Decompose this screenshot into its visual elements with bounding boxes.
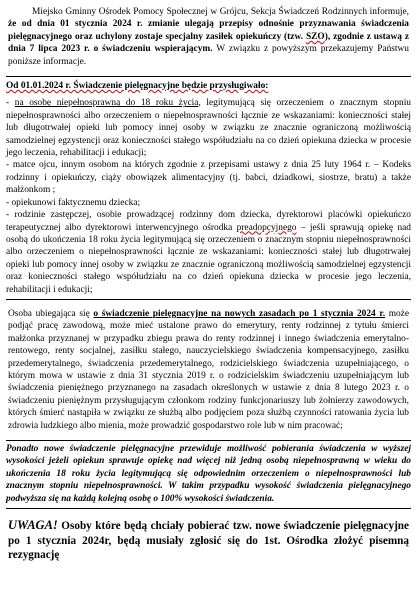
higher-amount-box [6, 440, 411, 509]
higher-amount-text-1: Ponadto nowe świadczenie pielęgnacyjne przewiduje możliwość pobierania świadczenia w wyższej wysokości jeżeli opiekun sprawuje opiekę nad więcej niż jedną osobą niepełnosprawną w wieku do ukończenia 18 roku życia legitymującą się odpowiednim orzeczeniem o niepełnosprawności lub znacznym stopniu niepełnosprawności. [6, 444, 411, 492]
bullet-4-text-1: - rodzinie zastępczej, osobie prowadzącej rodzinny dom dziecka, dyrektorowi placówki opiekuńczo terapeutycznej albo dyrektorowi interwencyjnego ośrodka [6, 210, 411, 233]
bullet-1 [6, 97, 411, 159]
intro-text-szo: SZO [305, 31, 325, 42]
intro-paragraph [8, 6, 409, 68]
bullet-1-text: , legitymującą się orzeczeniem o znacznym stopniu niepełnosprawności albo orzeczeniem o niepełnosprawności łącznie ze wskazaniami: konieczności stałej lub długotrwałej opieki lub pomocy innej osoby w związku ze znacznie ograniczoną możliwością samodzielnej egzystencji oraz konieczności stałego współudziału na co dzień opiekuna dziecka w procesie jego leczenia, rehabilitacji i edukacji; [6, 98, 411, 159]
rules-text-2: może podjąć pracę zawodową, może mieć ustalone prawo do emerytury, renty rodzinnej z tytułu śmierci małżonka przyznanej w przypadku zbiegu prawa do renty rodzinnej i innego świadczenia emerytalno-rentowego, renty socjalnej, zasiłku stałego, nauczycielskiego świadczenia kompensacyjnego, zasiłku przedemerytalnego, świadczenia przedemerytalnego, rodzicielskiego świadczenia uzupełniającego, o którym mowa w ustawie z dnia 31 stycznia 2019 r. o rodzicielskim świadczeniu uzupełniającym lub świadczenia pieniężnego przyznanego na zasadach określonych w ustawie z dnia 8 lutego 2023 r. o świadczeniu pieniężnym przysługującym członkom rodziny funkcjonariuszy lub żołnierzy zawodowych, których śmierć nastąpiła w związku ze służbą albo podjęciem poza służbą czynności ratowania życia lub zdrowia ludzkiego albo mienia, może prowadzić gospodarstwo role lub w nim pracować; [8, 308, 409, 431]
uwaga-text: Osoby które będą chciały pobierać tzw. nowe świadczenie pielęgnacyjne po 1 stycznia 2024r, będą musiały zgłosić się do 1st. Ośrodka złożyć pisemną rezygnację [8, 520, 409, 562]
higher-amount-paragraph [6, 443, 411, 505]
rules-text-1: Osoba ubiegająca się [8, 308, 94, 319]
rules-paragraph [8, 308, 409, 432]
section-title-text: Od 01.01.2024 r. Świadczenie pielęgnacyjne będzie przysługiwało: [6, 81, 269, 92]
higher-amount-text-2: W takim przypadku wysokość świadczenia pielęgnacyjnego podwyższa się na każdą kolejną osobę o 100% wysokości świadczenia. [6, 481, 411, 504]
uwaga-label: UWAGA! [8, 518, 58, 533]
bullet-4-text-2: – jeśli sprawują opiekę nad osobą do ukończenia 18 roku życia legitymującą się orzeczeniem o znacznym stopniu niepełnosprawności albo orzeczeniem o niepełnosprawności łącznie ze wskazaniami: konieczności stałej lub długotrwałej opieki lub pomocy innej osoby w związku ze znacznie ograniczoną możliwością samodzielnej egzystencji oraz konieczności stałego współudziału na co dzień opiekuna dziecka w procesie jego leczenia, rehabilitacji i edukacji; [6, 222, 411, 295]
intro-text-bold-2: ), zgodnie z ustawą z dnia 7 lipca 2023 r. o świadczeniu wspierającym. [8, 31, 409, 55]
intro-text-2: W związku z powyższym przekazujemy Państwu poniższe informacje. [8, 44, 409, 67]
eligibility-box [6, 76, 411, 300]
bullet-4 [6, 209, 411, 296]
uwaga-paragraph [8, 517, 409, 563]
rules-text-bold: o świadczenie pielęgnacyjne na nowych zasadach po 1 stycznia 2024 r. [93, 308, 386, 319]
intro-text-1: Miejsko Gminny Ośrodek Pomocy Społecznej w Grójcu, Sekcja Świadczeń Rodzinnych informuje, [32, 7, 409, 17]
section-title [6, 80, 411, 92]
bullet-2: - matce ojcu, innym osobom na których zgodnie z przepisami ustawy z dnia 25 luty 1964 r. – Kodeks rodzinny i opiekuńczy, ciąży obowiązek alimentacyjny (tj. babci, dziadkowi, siostrze, bratu) a także małżonkom ; [6, 160, 411, 196]
bullet-1-underlined: na osobę niepełnosprawną do 18 roku życia [14, 98, 199, 109]
bullet-1-dash: - [6, 98, 15, 109]
bullet-4-misspelled: preadopcyjnego [236, 222, 297, 233]
intro-text-bold: że od dnia 01 stycznia 2024 r. zmianie ulegają przepisy odnośnie przyznawania świadczenia pielęgnacyjnego oraz uchylony zostaje specjalny zasiłek opiekuńczy (tzw. [8, 19, 409, 42]
bullet-3: - opiekunowi faktycznemu dziecka; [6, 197, 141, 208]
